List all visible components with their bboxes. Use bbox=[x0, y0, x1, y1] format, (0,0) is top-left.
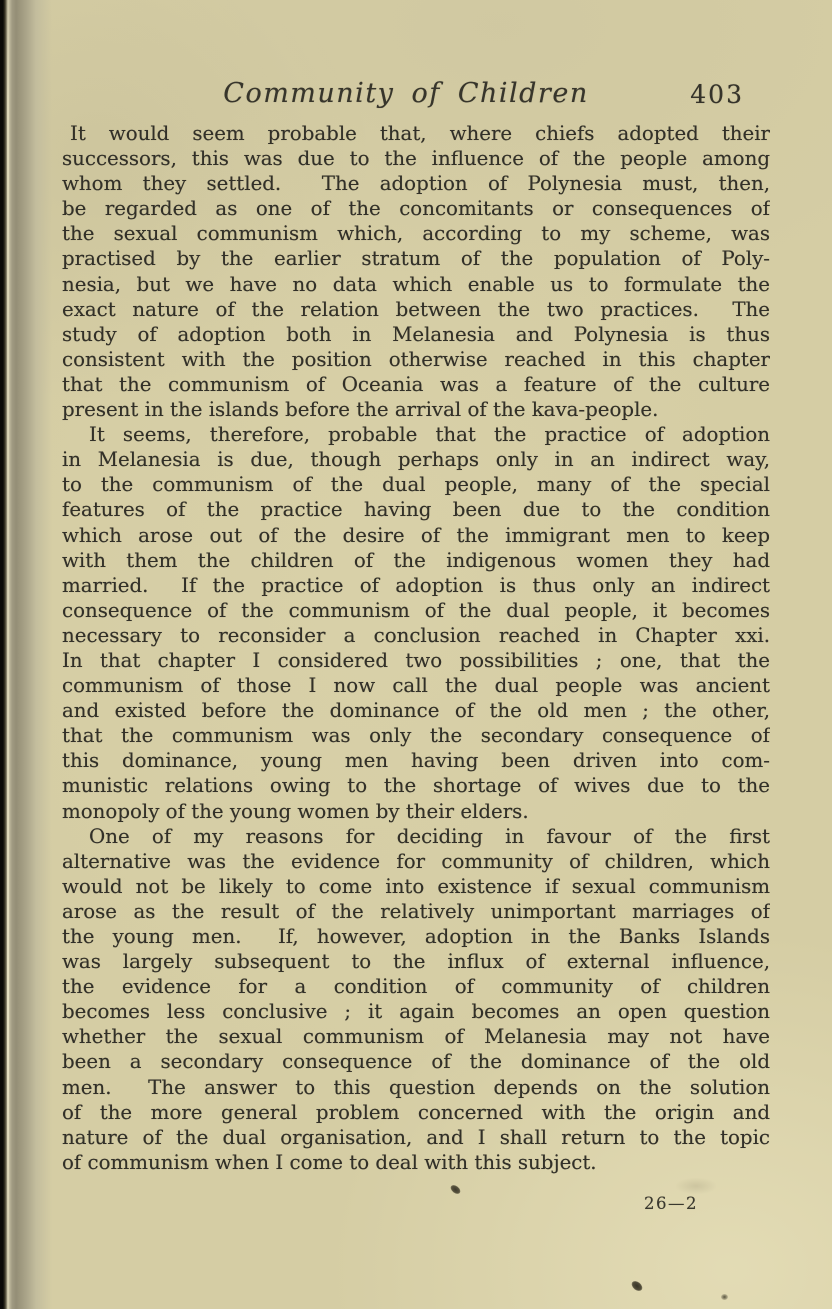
text-line: which arose out of the desire of the immigrant men to keep bbox=[62, 523, 770, 547]
show-through-smudge bbox=[676, 1178, 716, 1194]
text-line: consistent with the position otherwise reached in this chapter bbox=[62, 347, 770, 371]
text-line: that the communism of Oceania was a feature of the culture bbox=[62, 372, 770, 396]
text-line: with them the children of the indigenous women they had bbox=[62, 548, 770, 572]
text-line: becomes less conclusive ; it again becomes an open question bbox=[62, 1000, 770, 1024]
text-line: the young men. If, however, adoption in the Banks Islands bbox=[62, 925, 770, 948]
page-number: 403 bbox=[690, 80, 744, 109]
text-line: It seems, therefore, probable that the practice of adoption bbox=[89, 423, 770, 447]
text-line: features of the practice having been due to the condition bbox=[62, 498, 770, 522]
text-line: arose as the result of the relatively unimportant marriages of bbox=[62, 899, 770, 923]
ink-speck bbox=[449, 1183, 462, 1195]
text-line: the sexual communism which, according to my scheme, was bbox=[62, 222, 770, 246]
text-line: present in the islands before the arrival of the kava-people. bbox=[62, 398, 659, 422]
paragraph bbox=[62, 121, 770, 422]
running-title: Community of Children bbox=[223, 78, 589, 109]
text-line: married. If the practice of adoption is thus only an indirect bbox=[62, 573, 770, 597]
text-line: alternative was the evidence for community of children, which bbox=[62, 849, 770, 873]
text-line: It would seem probable that, where chiefs adopted their bbox=[70, 122, 770, 145]
text-line: been a secondary consequence of the dominance of the old bbox=[62, 1050, 770, 1074]
text-line: monopoly of the young women by their elders. bbox=[62, 799, 529, 823]
text-line: nesia, but we have no data which enable us to formulate the bbox=[62, 272, 770, 296]
text-line: munistic relations owing to the shortage of wives due to the bbox=[62, 774, 770, 798]
text-line: whom they settled. The adoption of Polynesia must, then, bbox=[62, 172, 770, 196]
page-crease-highlight bbox=[7, 0, 9, 1309]
text-line: communism of those I now call the dual people was ancient bbox=[62, 674, 770, 698]
text-line: this dominance, young men having been driven into com- bbox=[62, 749, 770, 773]
text-line: in Melanesia is due, though perhaps only in an indirect way, bbox=[62, 448, 770, 472]
page-text bbox=[62, 121, 770, 1175]
paragraph bbox=[62, 824, 770, 1175]
text-line: study of adoption both in Melanesia and Polynesia is thus bbox=[62, 322, 770, 346]
text-line: would not be likely to come into existence if sexual communism bbox=[62, 874, 770, 898]
text-line: was largely subsequent to the influx of external influence, bbox=[62, 950, 770, 974]
text-line: nature of the dual organisation, and I shall return to the topic bbox=[62, 1125, 770, 1149]
text-line: of communism when I come to deal with this subject. bbox=[62, 1150, 597, 1174]
text-line: be regarded as one of the concomitants or consequences of bbox=[62, 197, 770, 221]
paragraph bbox=[62, 422, 770, 824]
text-line: men. The answer to this question depends on the solution bbox=[62, 1075, 770, 1099]
text-line: One of my reasons for deciding in favour of the first bbox=[89, 824, 770, 848]
ink-speck bbox=[721, 1294, 728, 1300]
text-line: successors, this was due to the influence of the people among bbox=[62, 147, 770, 171]
text-line: and existed before the dominance of the old men ; the other, bbox=[62, 699, 770, 723]
text-line: of the more general problem concerned with the origin and bbox=[62, 1100, 770, 1124]
text-line: that the communism was only the secondary consequence of bbox=[62, 724, 770, 748]
ink-speck bbox=[630, 1279, 644, 1293]
text-line: consequence of the communism of the dual people, it becomes bbox=[62, 598, 770, 622]
signature-mark: 26—2 bbox=[644, 1194, 698, 1213]
text-line: whether the sexual communism of Melanesia may not have bbox=[62, 1025, 770, 1049]
text-line: exact nature of the relation between the two practices. The bbox=[62, 297, 770, 321]
text-line: necessary to reconsider a conclusion reached in Chapter xxi. bbox=[62, 623, 770, 647]
text-line: to the communism of the dual people, many of the special bbox=[62, 473, 770, 497]
page-header bbox=[62, 78, 770, 112]
text-line: In that chapter I considered two possibilities ; one, that the bbox=[62, 648, 770, 672]
text-line: practised by the earlier stratum of the population of Poly- bbox=[62, 247, 770, 271]
text-line: the evidence for a condition of community of children bbox=[62, 975, 770, 999]
